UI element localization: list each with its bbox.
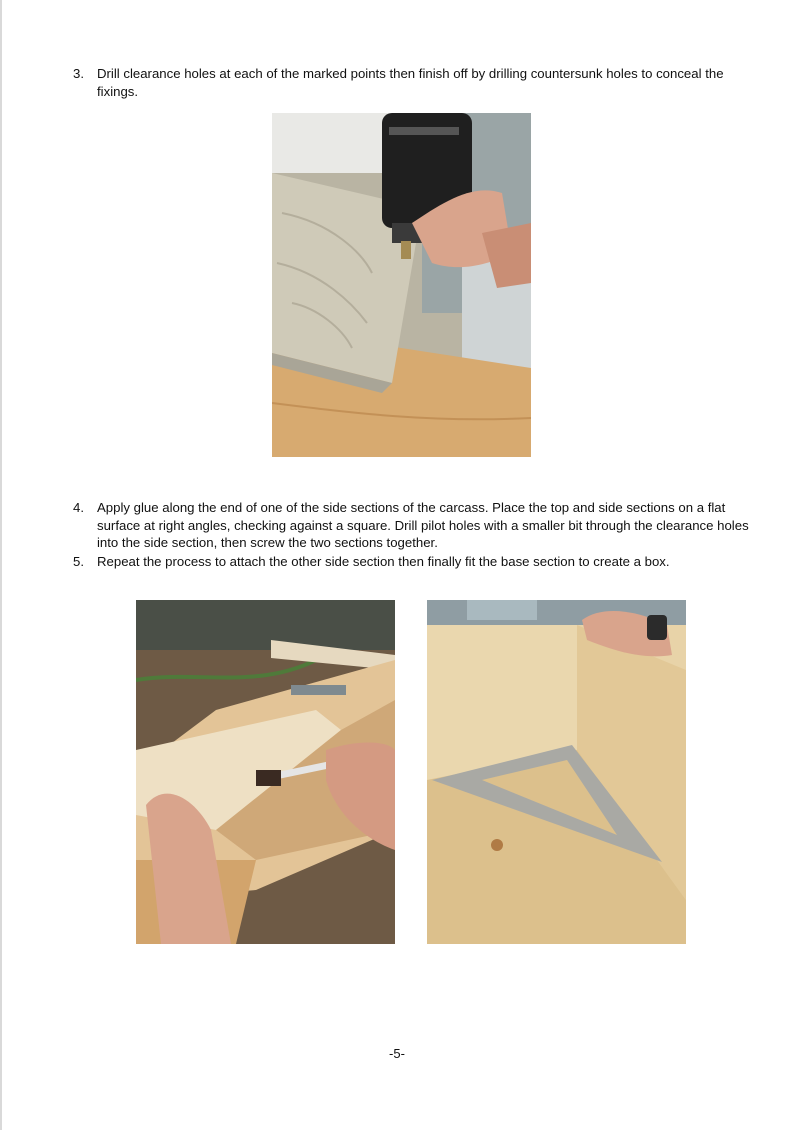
page-left-edge [0, 0, 2, 1130]
step-text: Apply glue along the end of one of the side sections of the carcass. Place the top and side sections on a flat surface at right angles, checking against a square. Drill pilot holes with a smaller bit through the clearance holes into the side section, then screw the two sections together. [97, 500, 749, 550]
step-number: 3. [73, 66, 84, 81]
step-text: Drill clearance holes at each of the marked points then finish off by drilling countersunk holes to conceal the fixings. [97, 66, 724, 99]
page-number: -5- [389, 1046, 405, 1061]
step-number: 4. [73, 500, 84, 515]
drilling-countersunk-holes-photo [272, 113, 531, 457]
square-in-box-corner-photo [427, 600, 686, 944]
step-number: 5. [73, 554, 84, 569]
applying-glue-photo [136, 600, 395, 944]
step-text: Repeat the process to attach the other side section then finally fit the base section to create a box. [97, 554, 670, 569]
